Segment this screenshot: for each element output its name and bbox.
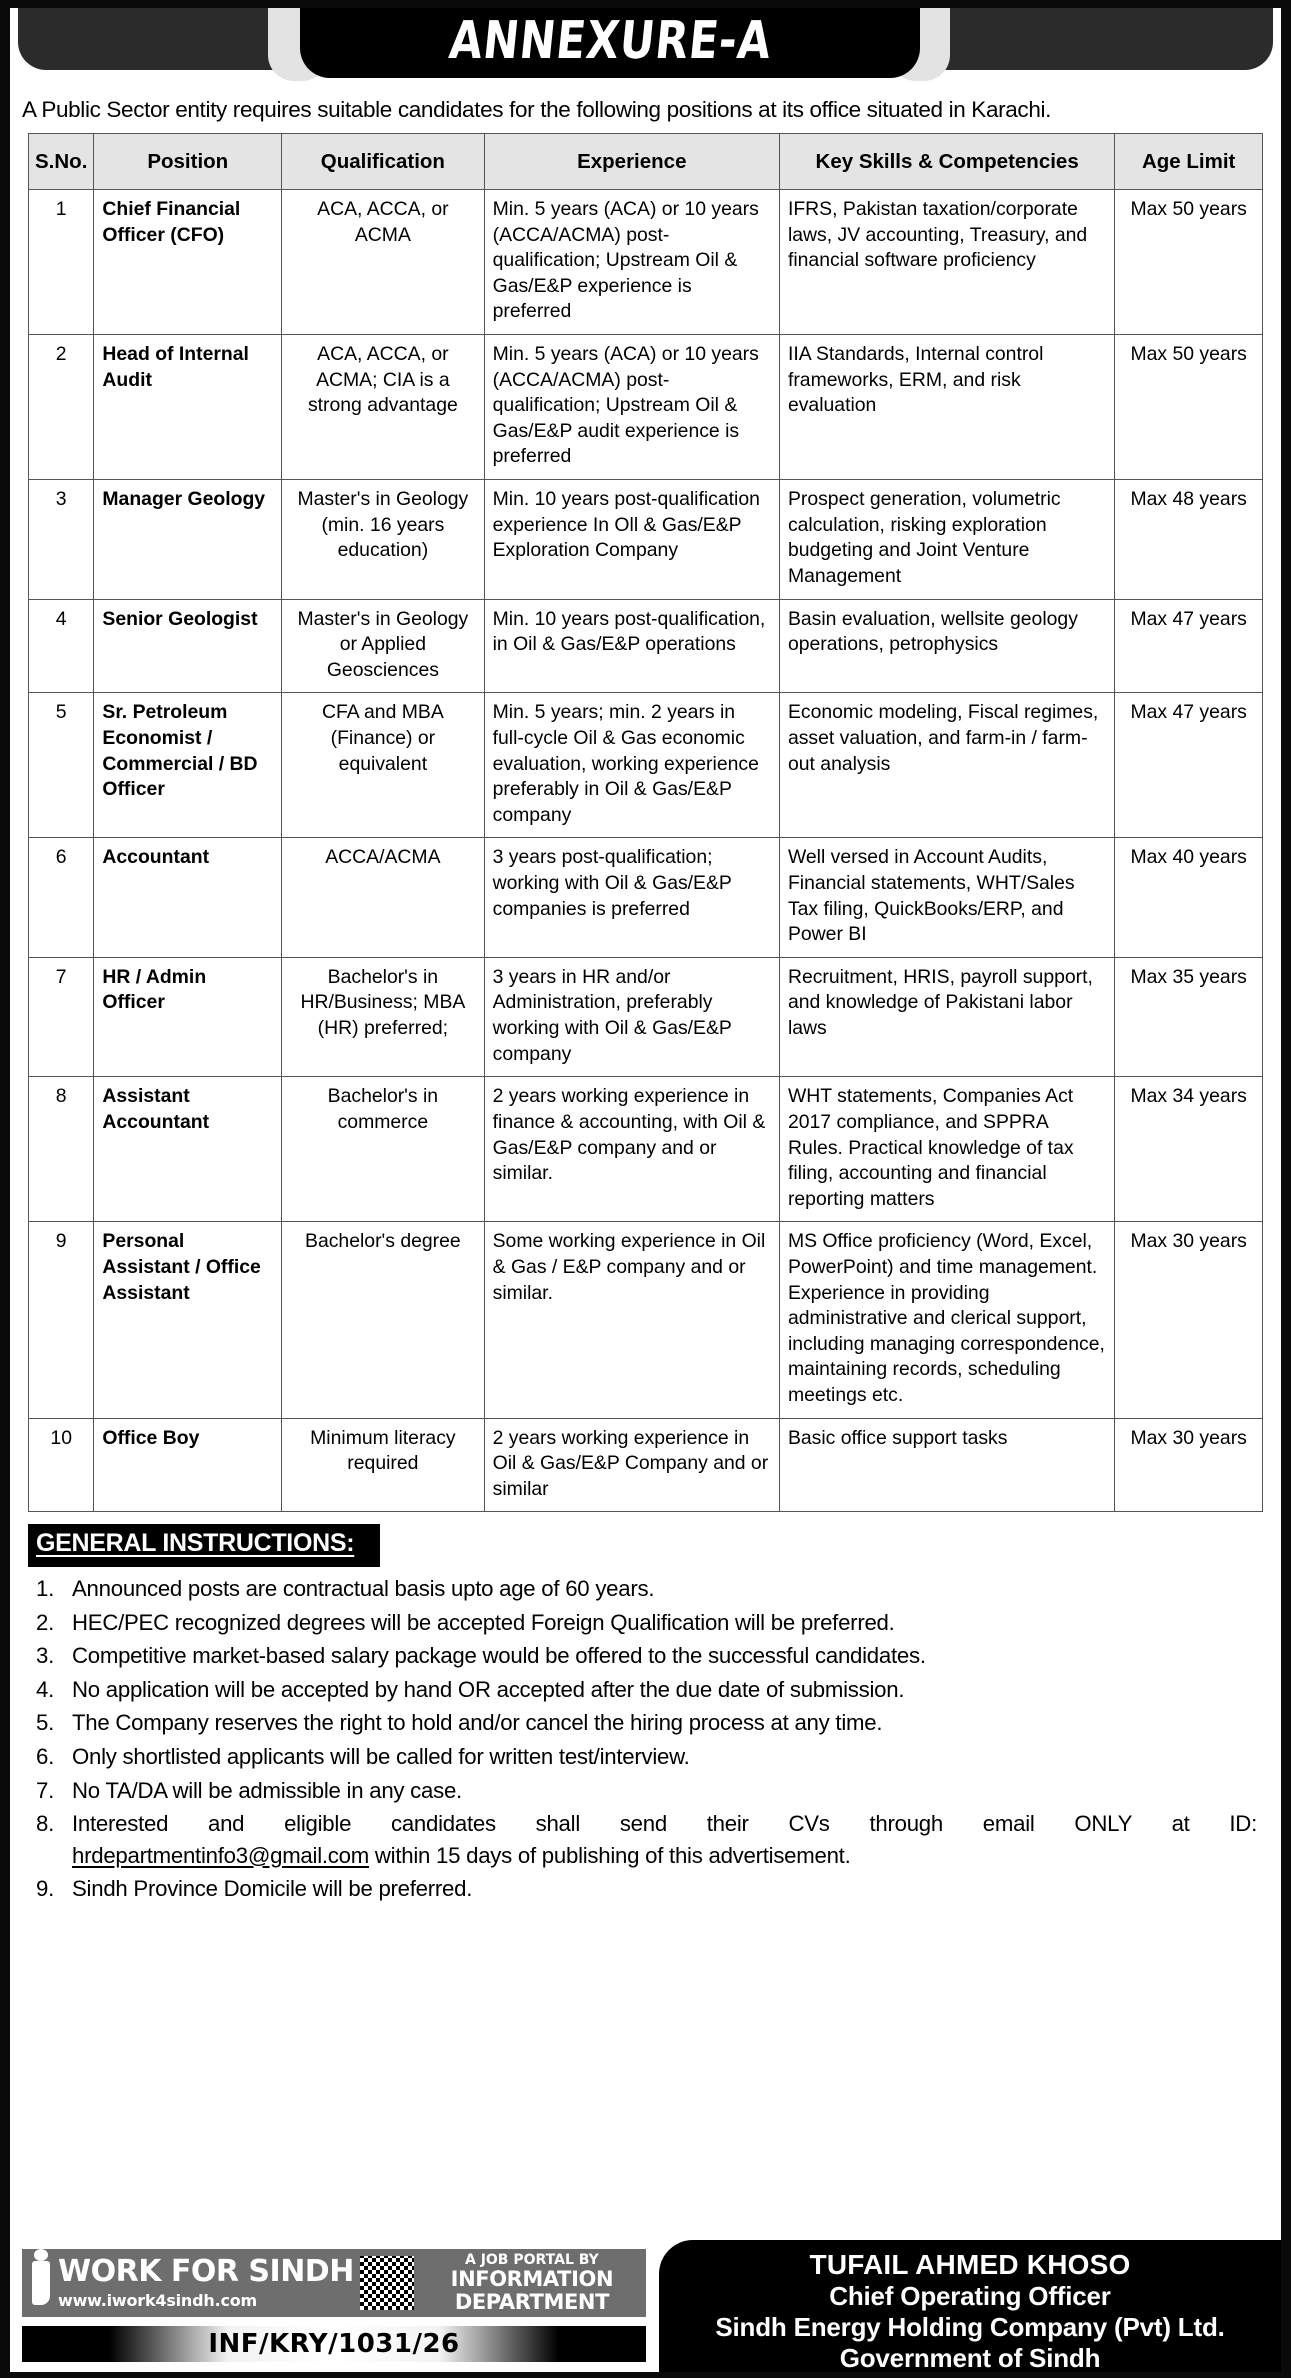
cell-position: Assistant Accountant bbox=[94, 1077, 282, 1222]
cell-experience: 2 years working experience in finance & accounting, with Oil & Gas/E&P company and or similar. bbox=[484, 1077, 779, 1222]
cell-age-limit: Max 35 years bbox=[1115, 957, 1263, 1076]
portal-credit-line1: A JOB PORTAL BY bbox=[464, 2251, 599, 2268]
instruction-item bbox=[28, 1607, 1263, 1639]
instruction-item bbox=[28, 1674, 1263, 1706]
instruction-line-2-tail: within 15 days of publishing of this advertisement. bbox=[368, 1842, 851, 1868]
table-row bbox=[29, 190, 1263, 335]
cell-sno: 5 bbox=[29, 693, 94, 838]
cell-experience: 3 years post-qualification; working with Oil & Gas/E&P companies is preferred bbox=[484, 838, 779, 957]
cell-skills: Economic modeling, Fiscal regimes, asset valuation, and farm-in / farm-out analysis bbox=[779, 693, 1114, 838]
cell-qualification: Bachelor's degree bbox=[282, 1222, 485, 1418]
column-header-experience: Experience bbox=[484, 134, 779, 190]
general-instructions-title: GENERAL INSTRUCTIONS: bbox=[36, 1529, 355, 1558]
cell-experience: 3 years in HR and/or Administration, preferably working with Oil & Gas/E&P company bbox=[484, 957, 779, 1076]
cell-qualification: CFA and MBA (Finance) or equivalent bbox=[282, 693, 485, 838]
cell-qualification: ACCA/ACMA bbox=[282, 838, 485, 957]
signature-block bbox=[659, 2240, 1281, 2372]
table-row bbox=[29, 480, 1263, 599]
general-instructions-section bbox=[10, 1512, 1281, 1904]
email-link[interactable]: hrdepartmentinfo3@gmail.com bbox=[72, 1842, 369, 1868]
column-header-qualification: Qualification bbox=[282, 134, 485, 190]
cell-age-limit: Max 34 years bbox=[1115, 1077, 1263, 1222]
cell-position: Senior Geologist bbox=[94, 599, 282, 693]
cell-skills: Prospect generation, volumetric calculation, risking exploration budgeting and Joint Venture Management bbox=[779, 480, 1114, 599]
instruction-number: 7. bbox=[36, 1777, 55, 1803]
cell-sno: 1 bbox=[29, 190, 94, 335]
cell-skills: Basin evaluation, wellsite geology operations, petrophysics bbox=[779, 599, 1114, 693]
cell-experience: Min. 5 years (ACA) or 10 years (ACCA/ACMA) post-qualification; Upstream Oil & Gas/E&P experience is preferred bbox=[484, 190, 779, 335]
iwork-sindh-badge[interactable] bbox=[20, 2247, 648, 2319]
column-header-skills: Key Skills & Competencies bbox=[779, 134, 1114, 190]
cell-skills: IFRS, Pakistan taxation/corporate laws, JV accounting, Treasury, and financial software proficiency bbox=[779, 190, 1114, 335]
header-banner bbox=[10, 8, 1281, 84]
instruction-number: 3. bbox=[36, 1643, 55, 1669]
footer-left bbox=[20, 2247, 648, 2364]
column-header-age-limit: Age Limit bbox=[1115, 134, 1263, 190]
instruction-number: 6. bbox=[36, 1744, 55, 1769]
instruction-text: Competitive market-based salary package would be offered to the successful candidates. bbox=[72, 1643, 926, 1669]
jobs-table-head bbox=[29, 134, 1263, 190]
instruction-item bbox=[28, 1741, 1263, 1773]
cell-sno: 8 bbox=[29, 1077, 94, 1222]
table-row bbox=[29, 335, 1263, 480]
cell-sno: 10 bbox=[29, 1418, 94, 1512]
page-inner bbox=[10, 8, 1281, 2372]
job-portal-credit bbox=[422, 2252, 646, 2314]
inf-code: INF/KRY/1031/26 bbox=[208, 2329, 460, 2359]
cell-position: HR / Admin Officer bbox=[94, 957, 282, 1076]
cell-age-limit: Max 50 years bbox=[1115, 335, 1263, 480]
cell-sno: 3 bbox=[29, 480, 94, 599]
letter-i-icon bbox=[32, 2261, 50, 2305]
table-row bbox=[29, 599, 1263, 693]
general-instructions-list bbox=[28, 1573, 1263, 1904]
table-row bbox=[29, 1222, 1263, 1418]
cell-age-limit: Max 30 years bbox=[1115, 1418, 1263, 1512]
iwork-wordmark: WORK FOR SINDH bbox=[58, 2254, 354, 2289]
instruction-text: Announced posts are contractual basis upto age of 60 years. bbox=[72, 1576, 655, 1602]
table-header-row bbox=[29, 134, 1263, 190]
footer bbox=[10, 2232, 1281, 2372]
cell-experience: Min. 10 years post-qualification experience In Oll & Gas/E&P Exploration Company bbox=[484, 480, 779, 599]
signatory-role: Chief Operating Officer bbox=[829, 2281, 1111, 2312]
cell-sno: 9 bbox=[29, 1222, 94, 1418]
table-row bbox=[29, 957, 1263, 1076]
instruction-number: 1. bbox=[36, 1576, 55, 1602]
cell-age-limit: Max 50 years bbox=[1115, 190, 1263, 335]
instruction-number: 2. bbox=[36, 1609, 55, 1635]
qr-code-icon[interactable] bbox=[360, 2256, 414, 2310]
cell-skills: Well versed in Account Audits, Financial statements, WHT/Sales Tax filing, QuickBooks/ERP, and Power BI bbox=[779, 838, 1114, 957]
cell-experience: Some working experience in Oil & Gas / E&P company and or similar. bbox=[484, 1222, 779, 1418]
instruction-number: 4. bbox=[36, 1676, 55, 1702]
instruction-item bbox=[28, 1808, 1263, 1871]
cell-position: Office Boy bbox=[94, 1418, 282, 1512]
cell-position: Manager Geology bbox=[94, 480, 282, 599]
banner-center-plate bbox=[300, 8, 920, 78]
instruction-item bbox=[28, 1640, 1263, 1672]
cell-sno: 2 bbox=[29, 335, 94, 480]
cell-position: Chief Financial Officer (CFO) bbox=[94, 190, 282, 335]
instruction-item bbox=[28, 1873, 1263, 1905]
instruction-text: Sindh Province Domicile will be preferred. bbox=[72, 1876, 473, 1902]
cell-position: Personal Assistant / Office Assistant bbox=[94, 1222, 282, 1418]
column-header-sno: S.No. bbox=[29, 134, 94, 190]
instruction-item bbox=[28, 1775, 1263, 1807]
instruction-text: HEC/PEC recognized degrees will be accepted Foreign Qualification will be preferred. bbox=[72, 1609, 895, 1635]
instruction-number: 9. bbox=[36, 1876, 55, 1902]
cell-sno: 6 bbox=[29, 838, 94, 957]
signatory-government: Government of Sindh bbox=[839, 2343, 1101, 2374]
jobs-table bbox=[28, 133, 1263, 1512]
cell-age-limit: Max 47 years bbox=[1115, 599, 1263, 693]
instruction-text: No TA/DA will be admissible in any case. bbox=[72, 1777, 462, 1803]
cell-qualification: Master's in Geology or Applied Geosciences bbox=[282, 599, 485, 693]
cell-skills: IIA Standards, Internal control frameworks, ERM, and risk evaluation bbox=[779, 335, 1114, 480]
cell-qualification: Minimum literacy required bbox=[282, 1418, 485, 1512]
cell-qualification: ACA, ACCA, or ACMA bbox=[282, 190, 485, 335]
cell-position: Accountant bbox=[94, 838, 282, 957]
cell-experience: Min. 5 years (ACA) or 10 years (ACCA/ACMA) post-qualification; Upstream Oil & Gas/E&P audit experience is preferred bbox=[484, 335, 779, 480]
cell-qualification: Master's in Geology (min. 16 years education) bbox=[282, 480, 485, 599]
intro-text: A Public Sector entity requires suitable candidates for the following positions at its office situated in Karachi. bbox=[22, 97, 1052, 122]
instruction-item bbox=[28, 1573, 1263, 1605]
instruction-text: Only shortlisted applicants will be called for written test/interview. bbox=[72, 1744, 690, 1769]
cell-position: Sr. Petroleum Economist / Commercial / BD Officer bbox=[94, 693, 282, 838]
cell-sno: 4 bbox=[29, 599, 94, 693]
inf-code-bar bbox=[20, 2324, 648, 2364]
signatory-name: TUFAIL AHMED KHOSO bbox=[809, 2249, 1131, 2280]
signatory-organization: Sindh Energy Holding Company (Pvt) Ltd. bbox=[715, 2312, 1225, 2343]
iwork-url: www.iwork4sindh.com bbox=[58, 2291, 257, 2310]
instruction-number: 8. bbox=[36, 1811, 55, 1837]
iwork-logo bbox=[22, 2254, 354, 2310]
cell-age-limit: Max 30 years bbox=[1115, 1222, 1263, 1418]
cell-qualification: ACA, ACCA, or ACMA; CIA is a strong advantage bbox=[282, 335, 485, 480]
cell-qualification: Bachelor's in commerce bbox=[282, 1077, 485, 1222]
jobs-table-body bbox=[29, 190, 1263, 1512]
cell-skills: Recruitment, HRIS, payroll support, and knowledge of Pakistani labor laws bbox=[779, 957, 1114, 1076]
cell-qualification: Bachelor's in HR/Business; MBA (HR) preferred; bbox=[282, 957, 485, 1076]
instruction-text: No application will be accepted by hand OR accepted after the due date of submission. bbox=[72, 1676, 905, 1702]
cell-experience: Min. 5 years; min. 2 years in full-cycle Oil & Gas economic evaluation, working experience preferably in Oil & Gas/E&P company bbox=[484, 693, 779, 838]
instruction-text: The Company reserves the right to hold and/or cancel the hiring process at any time. bbox=[72, 1710, 883, 1736]
cell-experience: 2 years working experience in Oil & Gas/E&P Company and or similar bbox=[484, 1418, 779, 1512]
table-row bbox=[29, 1418, 1263, 1512]
cell-skills: Basic office support tasks bbox=[779, 1418, 1114, 1512]
portal-credit-line2: INFORMATION DEPARTMENT bbox=[450, 2266, 614, 2314]
jobs-table-wrap bbox=[10, 133, 1281, 1512]
general-instructions-title-box bbox=[28, 1524, 380, 1567]
table-row bbox=[29, 693, 1263, 838]
column-header-position: Position bbox=[94, 134, 282, 190]
cell-position: Head of Internal Audit bbox=[94, 335, 282, 480]
cell-skills: WHT statements, Companies Act 2017 compliance, and SPPRA Rules. Practical knowledge of tax filing, accounting and financial reporting matters bbox=[779, 1077, 1114, 1222]
instruction-number: 5. bbox=[36, 1710, 55, 1736]
instruction-line-1: Interested and eligible candidates shall send their CVs through email ONLY at ID: bbox=[72, 1811, 1257, 1837]
cell-skills: MS Office proficiency (Word, Excel, PowerPoint) and time management. Experience in providing administrative and clerical support, including managing correspondence, maintaining records, scheduling meetings etc. bbox=[779, 1222, 1114, 1418]
cell-age-limit: Max 40 years bbox=[1115, 838, 1263, 957]
cell-experience: Min. 10 years post-qualification, in Oil & Gas/E&P operations bbox=[484, 599, 779, 693]
table-row bbox=[29, 838, 1263, 957]
cell-age-limit: Max 47 years bbox=[1115, 693, 1263, 838]
instruction-item bbox=[28, 1707, 1263, 1739]
page-title: ANNEXURE-A bbox=[446, 11, 775, 71]
cell-age-limit: Max 48 years bbox=[1115, 480, 1263, 599]
cell-sno: 7 bbox=[29, 957, 94, 1076]
instruction-text bbox=[72, 1808, 1263, 1871]
table-row bbox=[29, 1077, 1263, 1222]
